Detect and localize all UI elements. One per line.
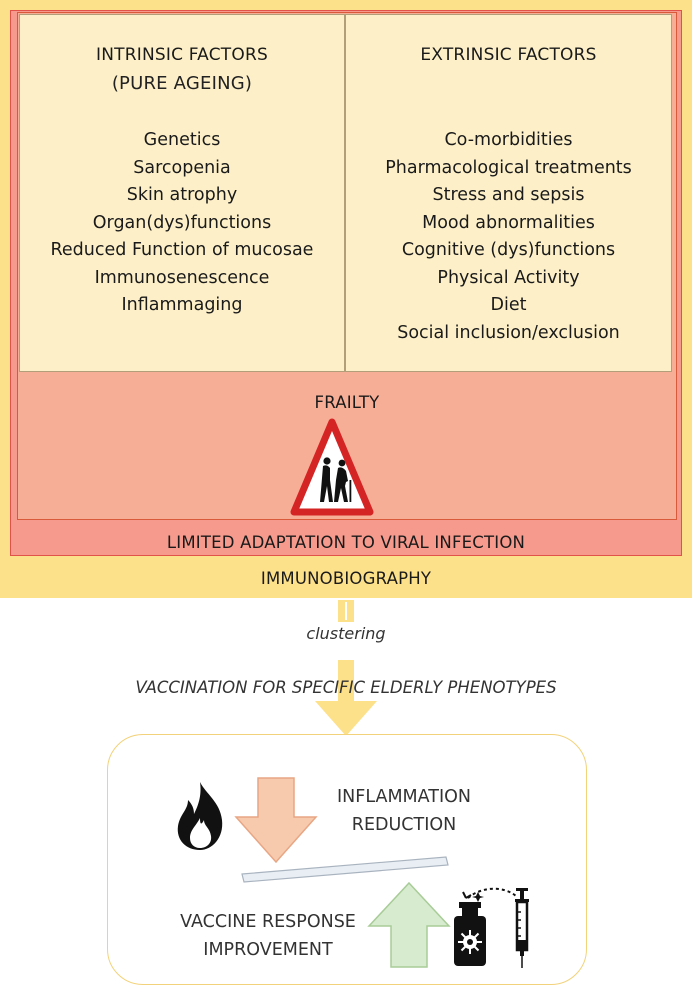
up-arrow-icon (366, 880, 452, 970)
frailty-label: FRAILTY (314, 393, 380, 412)
list-item: Physical Activity (437, 267, 580, 288)
list-item: Immunosenescence (94, 267, 270, 288)
vaccination-label: VACCINATION FOR SPECIFIC ELDERLY PHENOTYPES (135, 678, 557, 697)
extrinsic-title: EXTRINSIC FACTORS (420, 45, 597, 65)
inflammation-label-line1: INFLAMMATION (337, 787, 471, 807)
list-item: Organ(dys)functions (92, 212, 272, 233)
down-connector-arrow (305, 598, 387, 740)
down-arrow-icon (233, 775, 319, 865)
list-item: Stress and sepsis (432, 185, 585, 205)
list-item: Skin atrophy (126, 185, 238, 205)
list-item: Reduced Function of mucosae (50, 240, 314, 260)
list-item: Diet (490, 295, 527, 315)
list-item: Cognitive (dys)functions (401, 240, 616, 260)
limited-adaptation-label: LIMITED ADAPTATION TO VIRAL INFECTION (166, 533, 526, 552)
clustering-label: clustering (306, 624, 386, 643)
intrinsic-list (19, 127, 345, 320)
extrinsic-list (345, 127, 672, 347)
immunobiography-label: IMMUNOBIOGRAPHY (260, 569, 432, 588)
list-item: Sarcopenia (133, 157, 231, 178)
list-item: Social inclusion/exclusion (397, 322, 620, 343)
list-item: Pharmacological treatments (385, 157, 632, 178)
intrinsic-subtitle: (PURE AGEING) (111, 73, 253, 94)
intrinsic-title: INTRINSIC FACTORS (96, 45, 268, 65)
flame-icon (174, 780, 228, 852)
vaccine-label-line2: IMPROVEMENT (203, 940, 333, 960)
inflammation-label-line2: REDUCTION (351, 815, 457, 835)
vaccine-vial-syringe-icon (448, 884, 538, 970)
list-item: Inflammaging (121, 295, 243, 315)
list-item: Genetics (143, 130, 221, 150)
elderly-crossing-warning-icon (290, 418, 374, 518)
list-item: Mood abnormalities (422, 212, 595, 233)
vaccine-label-line1: VACCINE RESPONSE (180, 912, 356, 932)
list-item: Co-morbidities (444, 130, 573, 150)
